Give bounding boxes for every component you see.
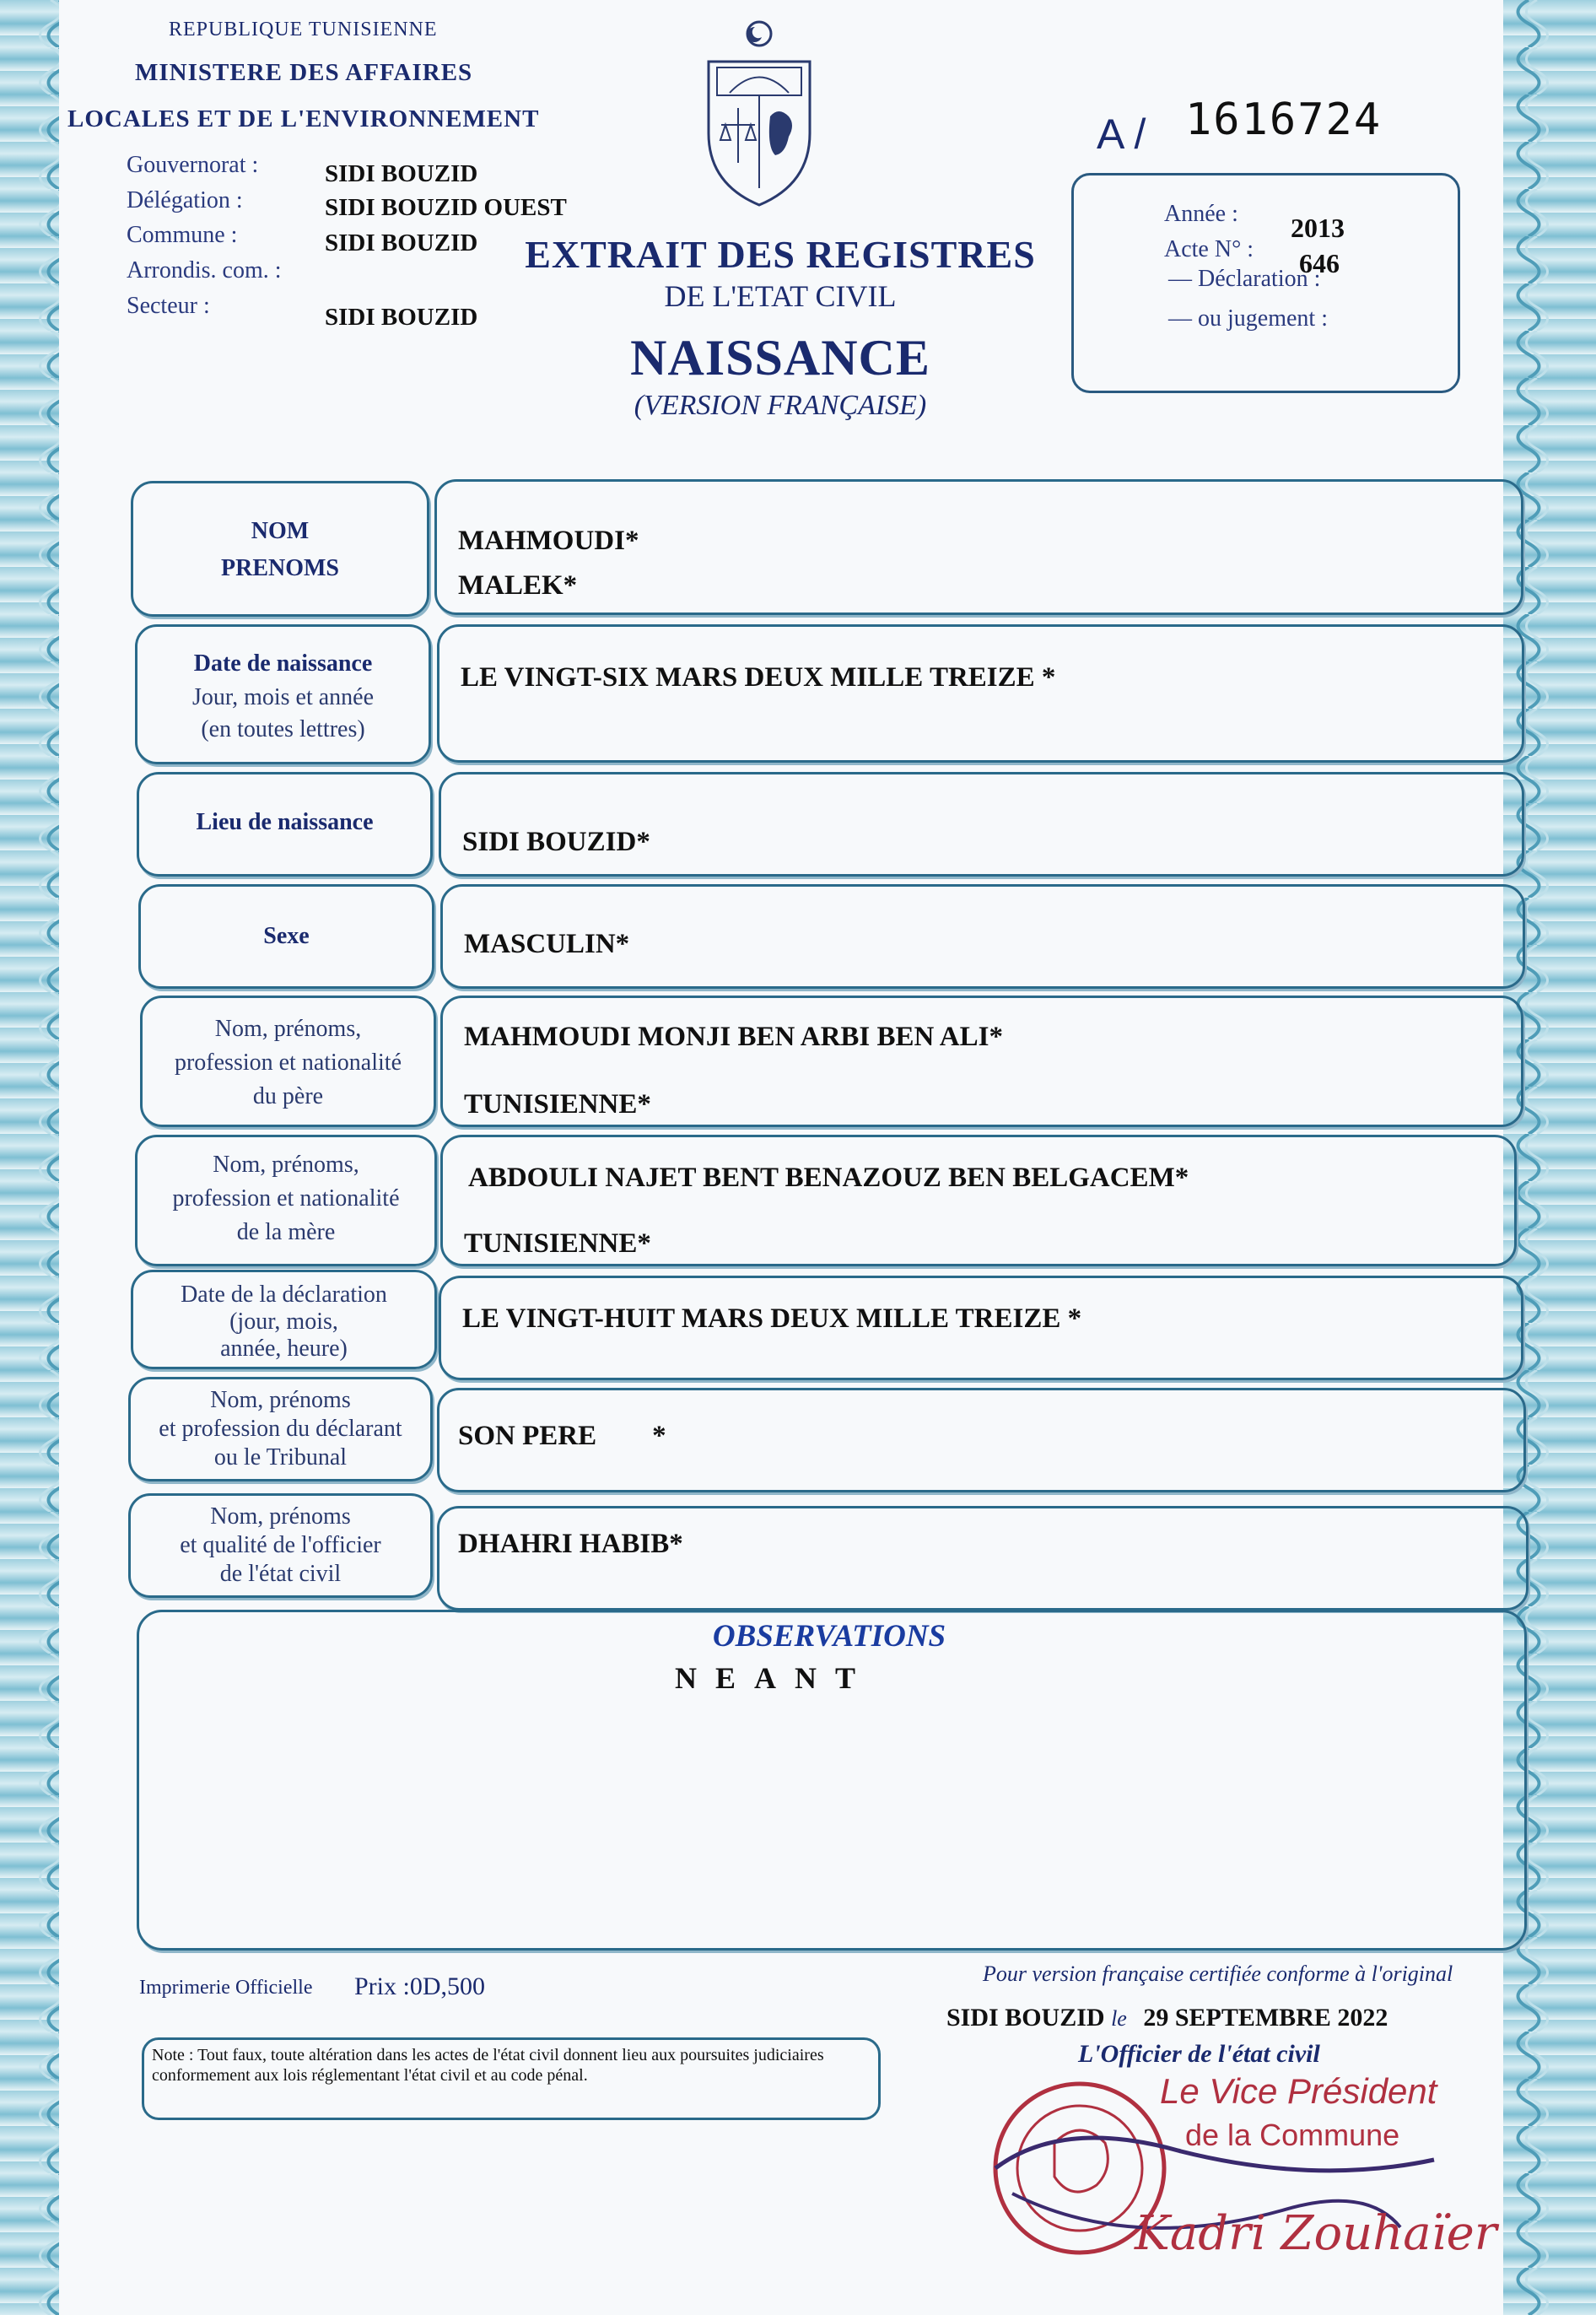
gouvernorat-label: Gouvernorat : [127, 152, 259, 178]
commune-value: SIDI BOUZID [325, 229, 478, 256]
nom-label: NOM [251, 518, 310, 544]
delegation-value: SIDI BOUZID OUEST [325, 194, 567, 221]
etat-civil-subtitle: DE L'ETAT CIVIL [664, 279, 897, 313]
serial-number: 1616724 [1185, 94, 1383, 145]
row-officier-label-box [128, 1493, 433, 1598]
version-label: (VERSION FRANÇAISE) [634, 390, 927, 421]
row-nom-label-box [131, 481, 429, 617]
signature-name: Kadri Zouhaïer [1135, 2206, 1497, 2261]
arrondissement-label: Arrondis. com. : [127, 257, 282, 283]
city: SIDI BOUZID [946, 2004, 1105, 2032]
pere-name-value: MAHMOUDI MONJI BEN ARBI BEN ALI* [464, 1022, 1003, 1052]
declarant-label-1: Nom, prénoms [210, 1387, 351, 1413]
declarant-value: SON PERE * [458, 1421, 666, 1451]
date-naissance-label-2: Jour, mois et année [191, 684, 375, 710]
ministry-line-1: MINISTERE DES AFFAIRES [135, 59, 473, 86]
date-naissance-label-1: Date de naissance [193, 650, 373, 677]
date-declaration-value: LE VINGT-HUIT MARS DEUX MILLE TREIZE * [462, 1303, 1082, 1334]
acte-number-label: Acte N° : [1164, 236, 1254, 262]
le-word: le [1111, 2006, 1127, 2031]
date-naissance-value: LE VINGT-SIX MARS DEUX MILLE TREIZE * [461, 662, 1056, 693]
annee-label: Année : [1164, 201, 1238, 227]
prenoms-label: PRENOMS [221, 555, 339, 581]
mere-name-value: ABDOULI NAJET BENT BENAZOUZ BEN BELGACEM* [468, 1163, 1189, 1193]
declaration-label: — Déclaration : [1168, 266, 1321, 292]
row-date-declaration-value-box [439, 1276, 1523, 1380]
lieu-naissance-label: Lieu de naissance [196, 809, 374, 835]
row-officier-value-box [437, 1506, 1529, 1611]
annee-value: 2013 [1291, 213, 1345, 243]
certification-date: 29 SEPTEMBRE 2022 [1143, 2004, 1388, 2032]
sexe-label: Sexe [263, 923, 310, 949]
certification-city-date [946, 2004, 1388, 2032]
row-pere-value-box [440, 996, 1523, 1127]
stamp-line-1: Le Vice Président [1160, 2071, 1437, 2111]
republic-title: REPUBLIQUE TUNISIENNE [169, 19, 438, 40]
document-type-title: NAISSANCE [630, 330, 930, 386]
prix-label: Prix :0D,500 [354, 1972, 486, 2000]
row-date-declaration-label-box [131, 1270, 437, 1369]
pere-label-1: Nom, prénoms, [214, 1016, 362, 1042]
prenoms-value: MALEK* [458, 570, 578, 601]
mere-label-1: Nom, prénoms, [213, 1152, 359, 1178]
date-declaration-label-2: (jour, mois, [229, 1309, 338, 1335]
pere-nationalite-value: TUNISIENNE* [464, 1089, 651, 1120]
declarant-label-3: ou le Tribunal [213, 1444, 348, 1470]
row-declarant-value-box [437, 1388, 1526, 1492]
row-pere-label-box [140, 996, 436, 1127]
observations-title: OBSERVATIONS [712, 1619, 946, 1654]
officier-value: DHAHRI HABIB* [458, 1529, 683, 1559]
row-mere-label-box [135, 1135, 437, 1266]
row-date-naissance-label-box [135, 624, 431, 764]
date-declaration-label-3: année, heure) [220, 1336, 348, 1362]
pere-label-3: du père [252, 1083, 324, 1109]
pere-label-2: profession et nationalité [174, 1050, 402, 1076]
note-text: Note : Tout faux, toute altération dans les actes de l'état civil donnent lieu aux poursuites judiciaires conformement aux lois réglementant l'état civil et au code pénal. [152, 2046, 824, 2085]
secteur-label: Secteur : [127, 293, 210, 319]
officier-label-1: Nom, prénoms [210, 1503, 351, 1530]
observations-value: NEANT [675, 1661, 875, 1695]
date-naissance-label-3: (en toutes lettres) [201, 716, 365, 742]
delegation-label: Délégation : [127, 187, 243, 213]
officier-title: L'Officier de l'état civil [1078, 2040, 1320, 2068]
extrait-title: EXTRAIT DES REGISTRES [525, 233, 1036, 276]
acte-number-value: 646 [1299, 248, 1340, 278]
row-date-naissance-value-box [437, 624, 1524, 763]
row-declarant-label-box [128, 1377, 433, 1481]
officier-label-3: de l'état civil [219, 1561, 342, 1587]
lieu-naissance-value: SIDI BOUZID* [462, 827, 650, 857]
gouvernorat-value: SIDI BOUZID [325, 160, 478, 187]
serial-prefix: A / [1097, 111, 1146, 158]
mere-nationalite-value: TUNISIENNE* [464, 1228, 651, 1259]
secteur-value: SIDI BOUZID [325, 304, 478, 331]
row-mere-value-box [440, 1135, 1517, 1266]
row-sexe-value-box [440, 884, 1525, 989]
mere-label-2: profession et nationalité [172, 1185, 400, 1211]
tunisia-coat-of-arms-icon [696, 15, 822, 209]
date-declaration-label-1: Date de la déclaration [181, 1282, 387, 1308]
row-lieu-naissance-value-box [439, 772, 1524, 877]
row-nom-value-box [434, 479, 1523, 615]
stamp-line-2: de la Commune [1185, 2118, 1400, 2152]
commune-label: Commune : [127, 222, 238, 248]
mere-label-3: de la mère [236, 1219, 336, 1245]
row-lieu-naissance-label-box [137, 772, 433, 877]
certification-text: Pour version française certifiée conforme à l'original [983, 1962, 1453, 1986]
imprimerie-label: Imprimerie Officielle [139, 1977, 313, 1999]
jugement-label: — ou jugement : [1168, 305, 1328, 332]
sexe-value: MASCULIN* [464, 929, 630, 959]
nom-value: MAHMOUDI* [458, 526, 639, 556]
officier-label-2: et qualité de l'officier [180, 1532, 381, 1558]
ministry-line-2: LOCALES ET DE L'ENVIRONNEMENT [67, 105, 540, 132]
declarant-label-2: et profession du déclarant [159, 1416, 402, 1442]
row-sexe-label-box [138, 884, 434, 989]
